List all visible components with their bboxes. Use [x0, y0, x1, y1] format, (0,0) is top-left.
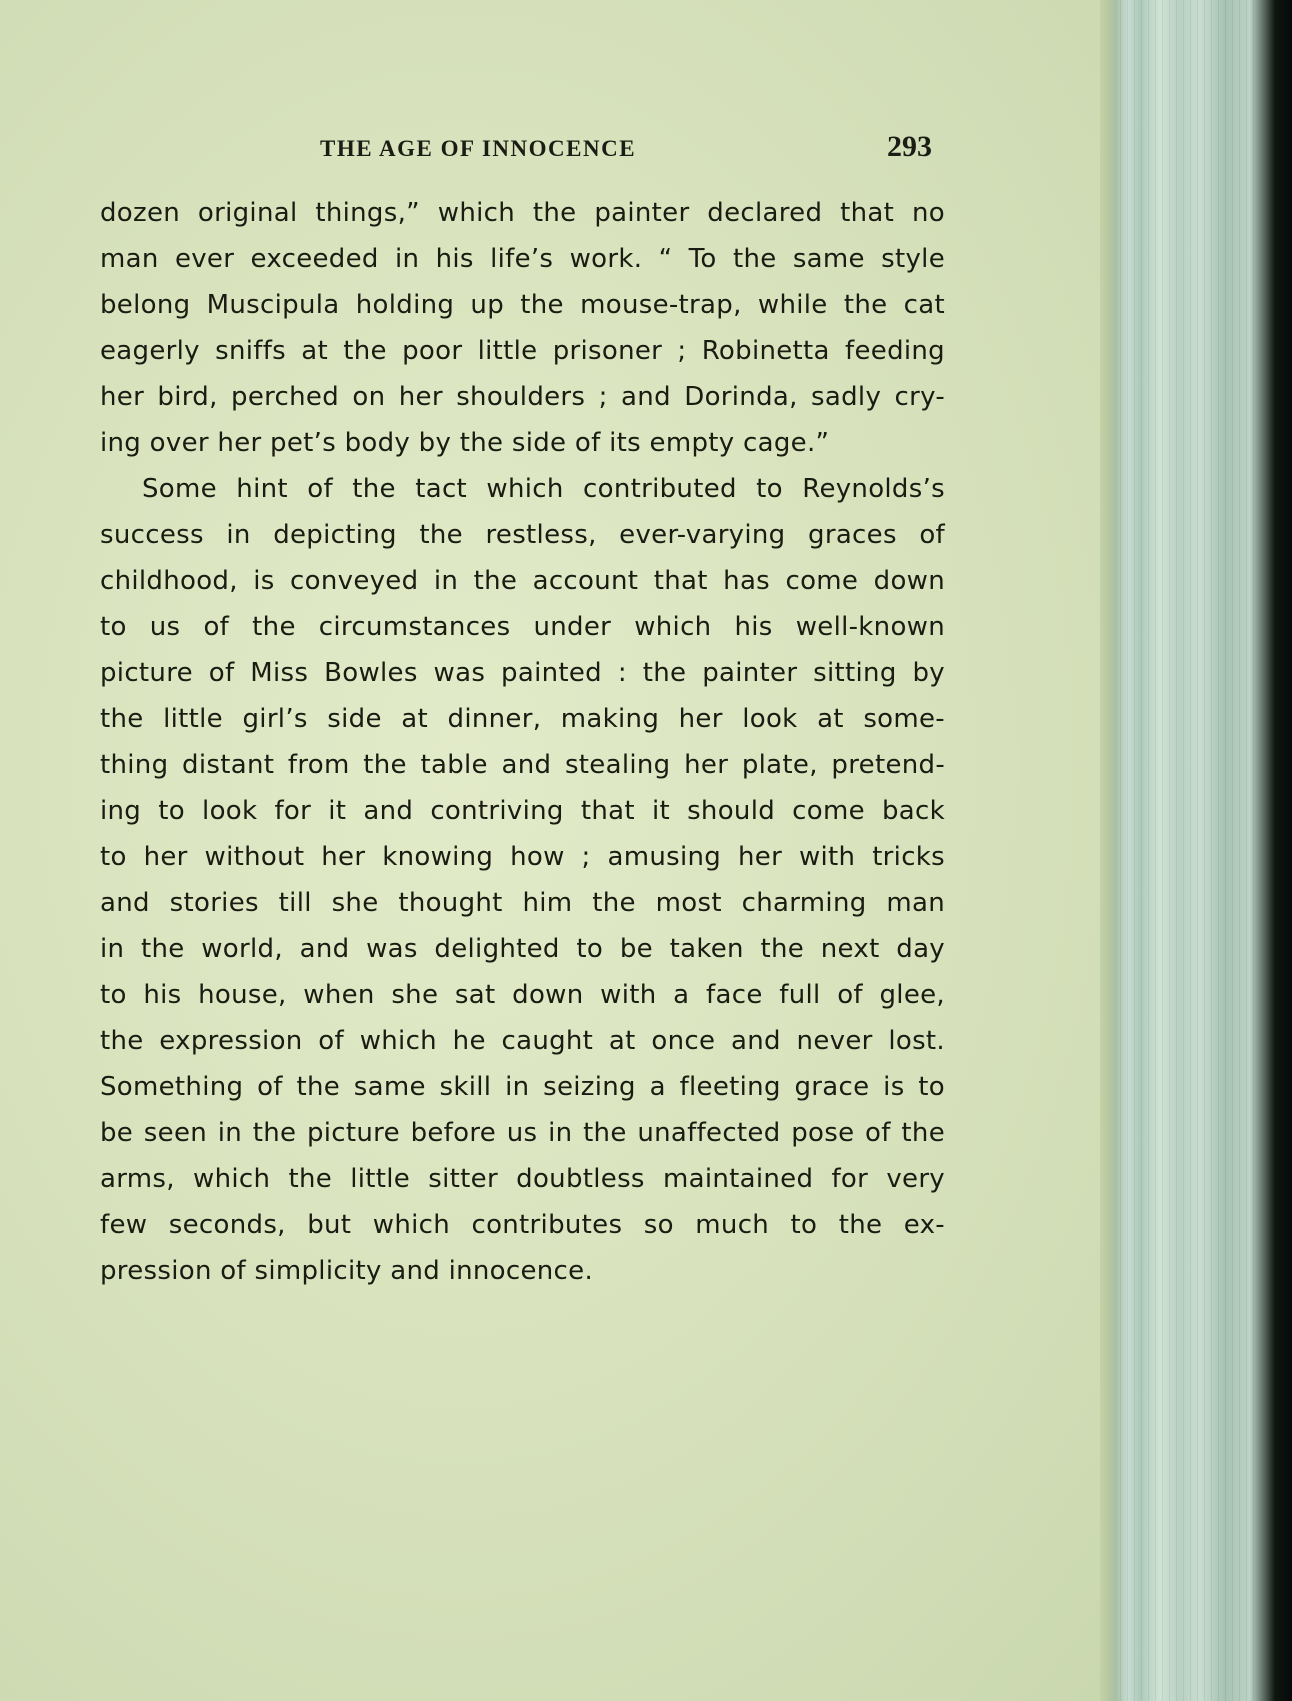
text-line: belong Muscipula holding up the mouse-trap, while the cat [100, 290, 945, 320]
text-line: pression of simplicity and innocence. [100, 1256, 594, 1286]
text-line: picture of Miss Bowles was painted : the painter sitting by [100, 658, 945, 688]
text-line: Something of the same skill in seizing a fleeting grace is to [100, 1072, 945, 1102]
text-line: the expression of which he caught at once and never lost. [100, 1026, 945, 1056]
page-stack-lines [1120, 0, 1260, 1701]
text-line: eagerly sniffs at the poor little prisoner ; Robinetta feeding [100, 336, 945, 366]
text-line: the little girl’s side at dinner, making her look at some- [100, 704, 945, 734]
text-line: ing over her pet’s body by the side of its empty cage.” [100, 428, 830, 458]
text-line: Some hint of the tact which contributed to Reynolds’s [142, 474, 945, 504]
text-line: childhood, is conveyed in the account that has come down [100, 566, 945, 596]
text-line: few seconds, but which contributes so much to the ex- [100, 1210, 945, 1240]
body-text [100, 190, 945, 1294]
text-line: and stories till she thought him the most charming man [100, 888, 945, 918]
text-line: success in depicting the restless, ever-varying graces of [100, 520, 945, 550]
paragraph-2 [100, 466, 945, 1294]
text-line: ing to look for it and contriving that it should come back [100, 796, 945, 826]
text-line: arms, which the little sitter doubtless maintained for very [100, 1164, 945, 1194]
text-line: thing distant from the table and stealing her plate, pretend- [100, 750, 945, 780]
text-line: be seen in the picture before us in the unaffected pose of the [100, 1118, 945, 1148]
text-line: to us of the circumstances under which his well-known [100, 612, 945, 642]
text-line: dozen original things,” which the painter declared that no [100, 198, 945, 228]
text-line: man ever exceeded in his life’s work. “ To the same style [100, 244, 945, 274]
text-line: to her without her knowing how ; amusing her with tricks [100, 842, 945, 872]
text-line: in the world, and was delighted to be taken the next day [100, 934, 945, 964]
page-number: 293 [887, 130, 932, 163]
text-line: her bird, perched on her shoulders ; and Dorinda, sadly cry- [100, 382, 945, 412]
running-title: THE AGE OF INNOCENCE [320, 136, 637, 161]
text-line: to his house, when she sat down with a face full of glee, [100, 980, 945, 1010]
paragraph-1 [100, 190, 945, 466]
running-head [320, 130, 940, 170]
